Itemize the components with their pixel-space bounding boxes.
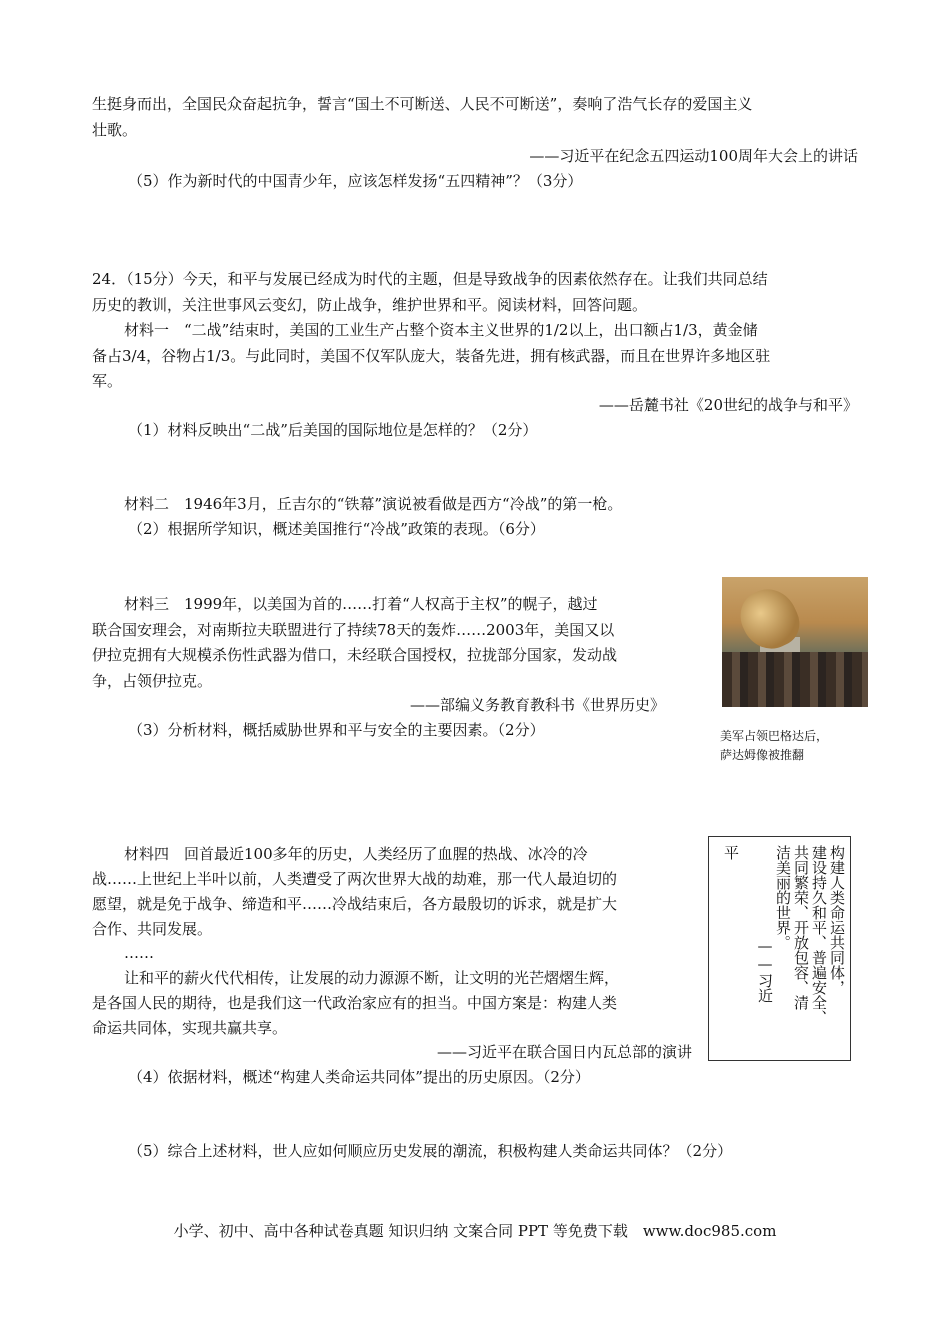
text-line: 愿望，就是免于战争、缔造和平……冷战结束后，各方最殷切的诉求，就是扩大 [92,895,618,913]
material-one: 材料一 “二战”结束时，美国的工业生产占整个资本主义世界的1/2以上，出口额占1/3，黄金储 [124,321,758,339]
text-line: 历史的教训，关注世事风云变幻，防止战争，维护世界和平。阅读材料，回答问题。 [92,296,648,314]
material-four: 材料四 回首最近100多年的历史，人类经历了血腥的热战、冰冷的冷 [124,845,588,863]
page-footer: 小学、初中、高中各种试卷真题 知识归纳 文案合同 PPT 等免费下载 www.doc985.com [173,1222,777,1240]
quote-attribution: ——习近 [756,937,774,1003]
quote-box [708,836,851,1061]
text-line: 备占3/4，谷物占1/3。与此同时，美国不仅军队庞大，装备先进，拥有核武器，而且在世界许多地区驻 [92,347,771,365]
text-line: 争，占领伊拉克。 [92,672,213,690]
question: （5）综合上述材料，世人应如何顺应历史发展的潮流，积极构建人类命运共同体？（2分） [128,1142,733,1160]
quote-column: 共同繁荣、开放包容、清 [792,845,810,1010]
quote-attribution: 平 [722,845,740,860]
text-line: 壮歌。 [92,121,138,139]
quote-column: 建设持久和平、普遍安全、 [810,845,828,1025]
photo-caption: 美军占领巴格达后， [720,729,829,743]
text-line: 联合国安理会，对南斯拉夫联盟进行了持续78天的轰炸……2003年，美国又以 [92,621,615,639]
citation: ——习近平在纪念五四运动100周年大会上的讲话 [529,147,858,165]
citation: ——习近平在联合国日内瓦总部的演讲 [436,1043,692,1061]
text-line: 生挺身而出，全国民众奋起抗争，誓言“国土不可断送、人民不可断送”，奏响了浩气长存的爱国主义 [92,95,753,113]
question: （3）分析材料，概括威胁世界和平与安全的主要因素。（2分） [128,721,545,739]
citation: ——岳麓书社《20世纪的战争与和平》 [598,396,858,414]
question: （4）依据材料，概述“构建人类命运共同体”提出的历史原因。（2分） [128,1068,590,1086]
quote-column: 构建人类命运共同体， [828,845,846,995]
question-title: 24．（15分）今天，和平与发展已经成为时代的主题，但是导致战争的因素依然存在。让我们共同总结 [92,270,768,288]
quote-column: 洁美丽的世界。 [774,845,792,950]
material-three: 材料三 1999年，以美国为首的……打着“人权高于主权”的幌子，越过 [124,595,598,613]
ellipsis: …… [124,944,154,962]
text-line: 命运共同体，实现共赢共享。 [92,1019,288,1037]
material-two: 材料二 1946年3月，丘吉尔的“铁幕”演说被看做是西方“冷战”的第一枪。 [124,495,623,513]
photo-caption: 萨达姆像被推翻 [720,748,805,762]
statue-photo [722,577,868,707]
question: （2）根据所学知识，概述美国推行“冷战”政策的表现。（6分） [128,520,545,538]
question: （5）作为新时代的中国青少年，应该怎样发扬“五四精神”？（3分） [128,172,583,190]
text-line: 让和平的薪火代代相传，让发展的动力源源不断，让文明的光芒熠熠生辉， [124,969,620,987]
question: （1）材料反映出“二战”后美国的国际地位是怎样的？（2分） [128,421,538,439]
text-line: 军。 [92,372,123,390]
citation: ——部编义务教育教科书《世界历史》 [410,696,666,714]
text-line: 伊拉克拥有大规模杀伤性武器为借口，未经联合国授权，拉拢部分国家，发动战 [92,646,618,664]
text-line: 战……上世纪上半叶以前，人类遭受了两次世界大战的劫难，那一代人最迫切的 [92,870,618,888]
text-line: 合作、共同发展。 [92,920,213,938]
text-line: 是各国人民的期待，也是我们这一代政治家应有的担当。中国方案是：构建人类 [92,994,618,1012]
